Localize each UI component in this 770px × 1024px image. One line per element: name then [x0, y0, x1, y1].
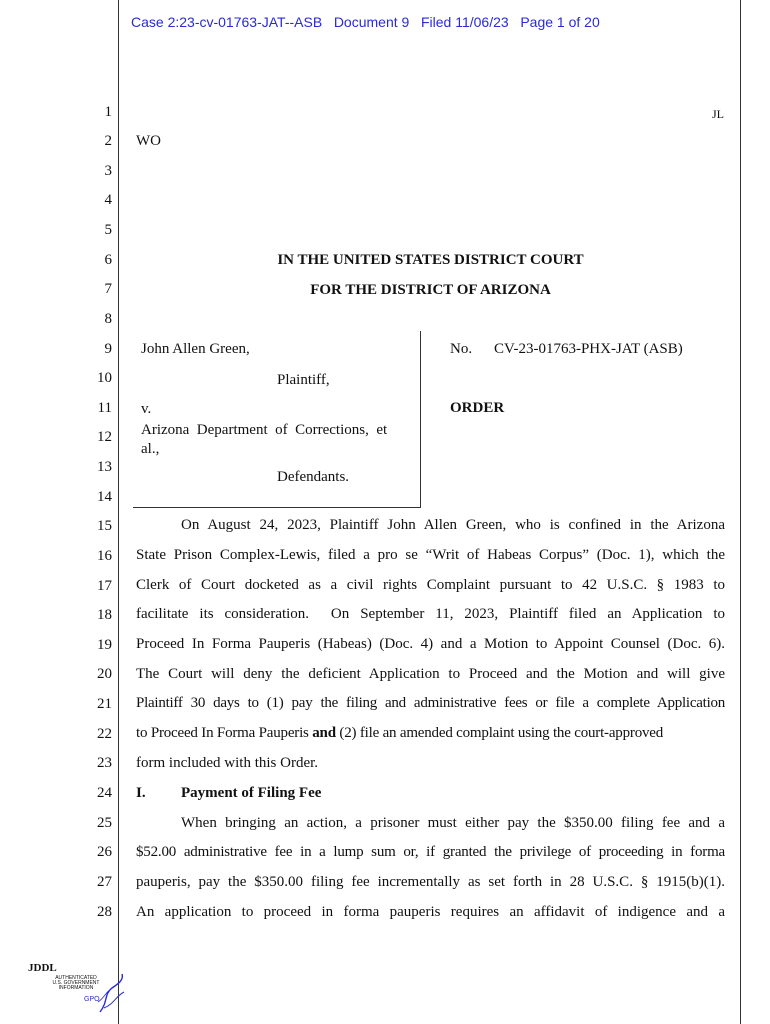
line-number: 19	[97, 637, 112, 653]
body-line: Proceed In Forma Pauperis (Habeas) (Doc. 4) and a Motion to Appoint Counsel (Doc. 6).	[136, 636, 725, 652]
line-number: 16	[97, 548, 112, 564]
line-number: 7	[104, 281, 112, 297]
body-line: $52.00 administrative fee in a lump sum or, if granted the privilege of proceeding in forma	[136, 844, 725, 860]
court-district: FOR THE DISTRICT OF ARIZONA	[310, 282, 551, 298]
line-number: 10	[97, 370, 112, 386]
defendant-name: Arizona Department of Corrections, et	[141, 422, 388, 438]
eagle-icon	[94, 972, 128, 1014]
defendant-name-cont: al.,	[141, 441, 160, 457]
line-number: 8	[104, 311, 112, 327]
line-number: 9	[104, 341, 112, 357]
gpo-authentication-seal	[28, 962, 128, 1022]
pleading-right-rule	[740, 0, 741, 1024]
body-line: The Court will deny the deficient Application to Proceed and the Motion and will give	[136, 666, 725, 682]
case-number-label: No.	[450, 341, 473, 357]
body-line: facilitate its consideration. On September 11, 2023, Plaintiff filed an Application to	[136, 606, 725, 622]
section-heading: Payment of Filing Fee	[181, 785, 322, 801]
line-number: 20	[97, 666, 112, 682]
body-line: form included with this Order.	[136, 755, 319, 771]
line-number: 15	[97, 518, 112, 534]
line-number: 17	[97, 578, 112, 594]
document-code: WO	[136, 133, 161, 149]
pleading-left-rule	[118, 0, 119, 1024]
body-line-with-emphasis	[136, 725, 663, 742]
line-number: 3	[104, 163, 112, 179]
line-number: 18	[97, 607, 112, 623]
gpo-mark: GPO	[84, 996, 100, 1003]
plaintiff-name: John Allen Green,	[141, 341, 250, 357]
line-number: 14	[97, 489, 112, 505]
body-text: to Proceed In Forma Pauperis	[136, 725, 313, 741]
body-line: Plaintiff 30 days to (1) pay the filing and administrative fees or file a complete Application	[136, 695, 725, 711]
versus-label: v.	[141, 401, 152, 417]
document-title: ORDER	[450, 400, 505, 416]
defendant-role: Defendants.	[277, 469, 350, 485]
gpo-line: U.S. GOVERNMENT	[52, 980, 100, 986]
line-number: 26	[97, 844, 112, 860]
case-number: CV-23-01763-PHX-JAT (ASB)	[494, 341, 683, 357]
line-number: 23	[97, 755, 112, 771]
case-header-stamp: Case 2:23-cv-01763-JAT--ASB Document 9 Filed 11/06/23 Page 1 of 20	[131, 14, 600, 30]
line-number: 22	[97, 726, 112, 742]
body-line: When bringing an action, a prisoner must either pay the $350.00 filing fee and a	[181, 815, 725, 831]
plaintiff-role: Plaintiff,	[277, 372, 330, 388]
body-line: On August 24, 2023, Plaintiff John Allen Green, who is confined in the Arizona	[181, 517, 725, 533]
caption-divider	[420, 331, 421, 507]
line-number: 12	[97, 429, 112, 445]
line-number: 25	[97, 815, 112, 831]
line-number: 4	[104, 192, 112, 208]
judge-initials: JL	[712, 107, 724, 121]
line-number: 6	[104, 252, 112, 268]
court-name: IN THE UNITED STATES DISTRICT COURT	[277, 252, 584, 268]
gpo-line: INFORMATION	[58, 985, 94, 991]
line-number: 24	[97, 785, 112, 801]
body-line: Clerk of Court docketed as a civil rights Complaint pursuant to 42 U.S.C. § 1983 to	[136, 577, 725, 593]
line-number: 11	[97, 400, 112, 416]
body-line: State Prison Complex-Lewis, filed a pro se “Writ of Habeas Corpus” (Doc. 1), which the	[136, 547, 725, 563]
emphasis-and: and	[312, 725, 336, 741]
line-number: 1	[104, 104, 112, 120]
body-line: pauperis, pay the $350.00 filing fee incrementally as set forth in 28 U.S.C. § 1915(b)(1).	[136, 874, 725, 890]
body-text: (2) file an amended complaint using the court-approved	[335, 725, 664, 741]
line-number: 28	[97, 904, 112, 920]
line-number: 2	[104, 133, 112, 149]
line-number: 5	[104, 222, 112, 238]
section-number: I.	[136, 785, 146, 801]
line-number: 27	[97, 874, 112, 890]
body-line: An application to proceed in forma pauperis requires an affidavit of indigence and a	[136, 904, 725, 920]
line-number: 13	[97, 459, 112, 475]
gpo-line: AUTHENTICATED	[55, 975, 97, 981]
jddl-label: JDDL	[28, 962, 57, 974]
caption-underline	[133, 507, 421, 508]
line-number: 21	[97, 696, 112, 712]
